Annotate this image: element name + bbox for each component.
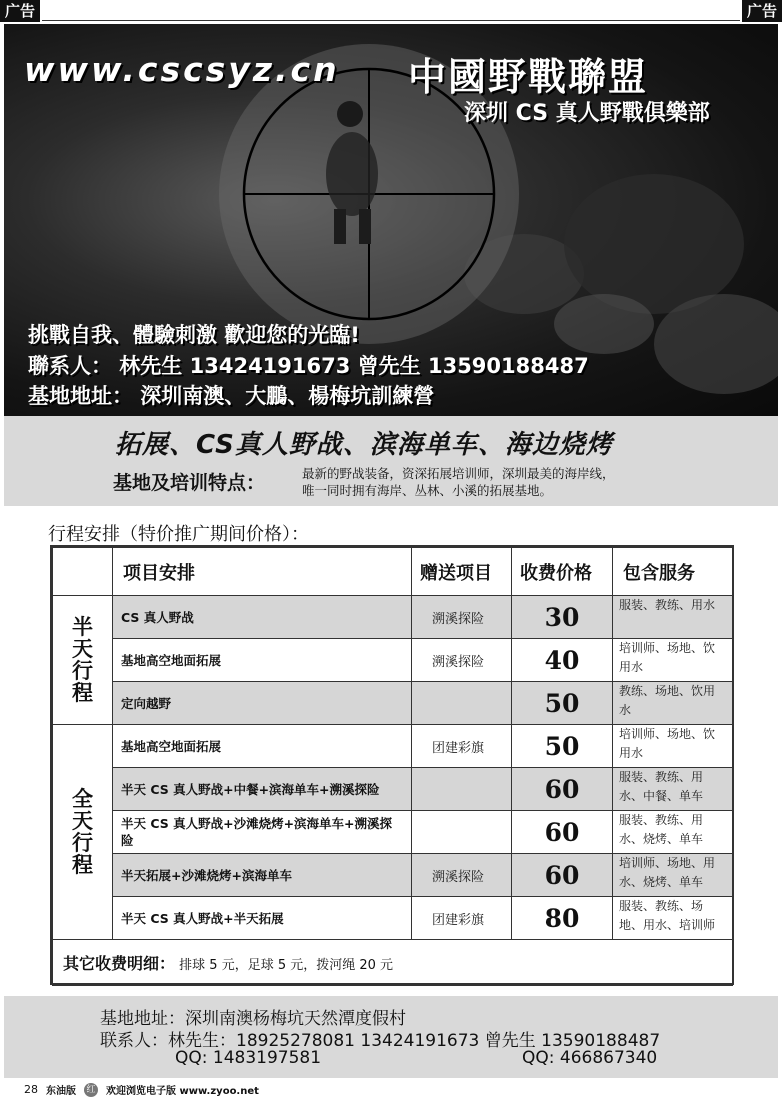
group-label-full-day: 全天行程 (53, 725, 113, 940)
table-row (53, 682, 733, 725)
features-label: 基地及培训特点： (113, 472, 266, 494)
headline: 拓展、CS真人野战、滨海单车、海边烧烤 (115, 430, 613, 460)
row-price: 50 (512, 682, 613, 725)
row-service: 培训师、场地、饮用水 (613, 639, 733, 682)
row-gift (412, 682, 512, 725)
row-price: 60 (512, 854, 613, 897)
banner-base-address: 基地地址： 深圳南澳、大鵬、楊梅坑訓練營 (28, 384, 435, 408)
schedule-title: 行程安排（特价推广期间价格）： (48, 524, 309, 545)
row-service: 教练、场地、饮用水 (613, 682, 733, 725)
top-rule (42, 20, 740, 21)
header-blank (53, 548, 113, 596)
other-fees (53, 940, 733, 986)
header-price: 收费价格 (512, 548, 613, 596)
table-row (53, 811, 733, 854)
row-price: 60 (512, 811, 613, 854)
header-project: 项目安排 (113, 548, 412, 596)
banner-contact: 聯系人： 林先生 13424191673 曾先生 13590188487 (28, 354, 589, 378)
row-price: 80 (512, 897, 613, 940)
row-project: 半天 CS 真人野战+半天拓展 (113, 897, 412, 940)
table-row (53, 854, 733, 897)
row-gift: 团建彩旗 (412, 897, 512, 940)
row-project: 基地高空地面拓展 (113, 639, 412, 682)
row-gift: 团建彩旗 (412, 725, 512, 768)
banner-slogan: 挑戰自我、體驗刺激 歡迎您的光臨! (28, 323, 360, 347)
other-fees-row (53, 940, 733, 986)
row-project: 半天拓展+沙滩烧烤+滨海单车 (113, 854, 412, 897)
other-fees-label: 其它收费明细： (63, 954, 176, 973)
row-price: 60 (512, 768, 613, 811)
row-gift: 溯溪探险 (412, 854, 512, 897)
footer-website[interactable]: 欢迎浏览电子版 www.zyoo.net (106, 1086, 259, 1097)
table-row (53, 768, 733, 811)
qq-zeng: QQ: 466867340 (522, 1048, 658, 1068)
banner-subtitle: 深圳 CS 真人野戰俱樂部 (464, 101, 710, 126)
features-line-2: 唯一同时拥有海岸、丛林、小溪的拓展基地。 (302, 483, 553, 498)
hero-banner (4, 24, 778, 416)
row-project: CS 真人野战 (113, 596, 412, 639)
ad-label-right: 广告 (742, 0, 782, 22)
row-service: 服装、教练、用水 (613, 596, 733, 639)
page-number: 28 (24, 1083, 38, 1096)
features-text (302, 465, 762, 499)
row-service: 服装、教练、用水、烧烤、单车 (613, 811, 733, 854)
features-line-1: 最新的野战装备，资深拓展培训师，深圳最美的海岸线， (302, 466, 615, 481)
row-project: 半天 CS 真人野战+沙滩烧烤+滨海单车+溯溪探险 (113, 811, 412, 854)
table-header-row (53, 548, 733, 596)
row-service: 培训师、场地、用水、烧烤、单车 (613, 854, 733, 897)
table-row (53, 639, 733, 682)
edition-label: 东油版 (46, 1086, 76, 1097)
group-label-half-day: 半天行程 (53, 596, 113, 725)
row-project: 半天 CS 真人野战+中餐+滨海单车+溯溪探险 (113, 768, 412, 811)
table-row (53, 725, 733, 768)
row-gift (412, 768, 512, 811)
page-footer (24, 1082, 259, 1097)
row-gift: 溯溪探险 (412, 639, 512, 682)
base-address: 基地地址：深圳南澳杨梅坑天然潭度假村 (100, 1009, 406, 1029)
other-fees-text: 排球 5 元，足球 5 元，拨河绳 20 元 (179, 958, 394, 973)
row-gift (412, 811, 512, 854)
ad-label-left: 广告 (0, 0, 40, 22)
banner-url: www.cscsyz.cn (24, 50, 340, 89)
row-service: 服装、教练、用水、中餐、单车 (613, 768, 733, 811)
qq-lin: QQ: 1483197581 (175, 1048, 322, 1068)
header-gift: 赠送项目 (412, 548, 512, 596)
banner-title: 中國野戰聯盟 (408, 55, 649, 99)
row-service: 服装、教练、场地、用水、培训师 (613, 897, 733, 940)
price-table (50, 545, 734, 985)
row-price: 50 (512, 725, 613, 768)
table-row (53, 897, 733, 940)
publication-logo-icon: 红 (84, 1083, 98, 1097)
row-project: 定向越野 (113, 682, 412, 725)
row-project: 基地高空地面拓展 (113, 725, 412, 768)
contact-phones: 联系人：林先生：18925278081 13424191673 曾先生 13590188487 (100, 1031, 661, 1051)
row-service: 培训师、场地、饮用水 (613, 725, 733, 768)
table-row (53, 596, 733, 639)
header-service: 包含服务 (613, 548, 733, 596)
row-gift: 溯溪探险 (412, 596, 512, 639)
row-price: 30 (512, 596, 613, 639)
row-price: 40 (512, 639, 613, 682)
